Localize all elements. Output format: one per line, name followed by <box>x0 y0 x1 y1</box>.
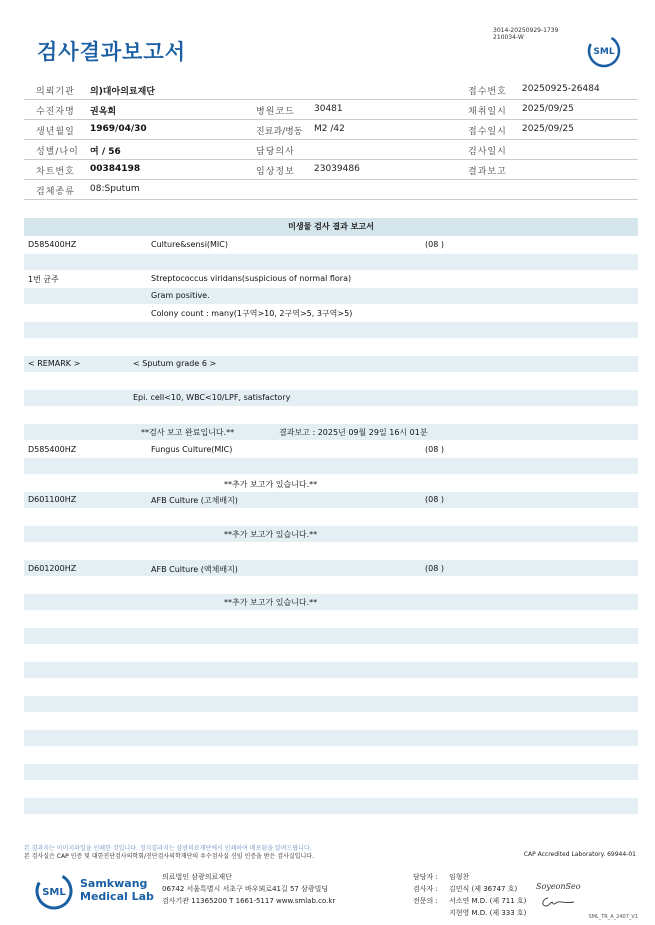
test-specimen-no: (08 ) <box>425 564 444 573</box>
requester-value: 의)대아의료재단 <box>90 87 155 97</box>
info-row <box>24 160 638 180</box>
brand-name: Samkwang Medical Lab <box>80 877 154 903</box>
org-name: 의료법인 삼광의료재단 <box>162 873 232 881</box>
row-band <box>24 730 638 746</box>
dob-label: 생년월일 <box>36 127 75 137</box>
row-band <box>24 696 638 712</box>
patient-label: 수진자명 <box>36 107 75 117</box>
isolate-organism: Streptococcus viridans(suspicious of normal flora) <box>151 274 352 283</box>
row-band <box>24 662 638 678</box>
row-band <box>24 594 638 610</box>
collect-date-value: 2025/09/25 <box>522 104 574 114</box>
dept-label: 진료과/병동 <box>256 127 303 137</box>
row-band <box>24 798 638 814</box>
row-band <box>24 628 638 644</box>
remark-label: < REMARK > <box>28 359 81 368</box>
additional-report-note: **추가 보고가 있습니다.** <box>224 480 318 489</box>
info-row <box>24 100 638 120</box>
test-name: AFB Culture (액체배지) <box>151 565 238 574</box>
doctor-label: 담당의사 <box>256 147 295 157</box>
receipt-date-label: 접수일시 <box>468 127 507 137</box>
hospital-code-label: 병원코드 <box>256 107 295 117</box>
info-row <box>24 120 638 140</box>
remark-grade: < Sputum grade 6 > <box>133 359 217 368</box>
info-row <box>24 140 638 160</box>
row-band <box>24 764 638 780</box>
test-specimen-no: (08 ) <box>425 495 444 504</box>
specimen-label: 검체종류 <box>36 187 75 197</box>
sex-age-value: 여 / 56 <box>90 147 121 157</box>
sex-age-label: 성별/나이 <box>36 147 79 157</box>
clinical-label: 임상정보 <box>256 167 295 177</box>
row-band <box>24 322 638 338</box>
page-title: 검사결과보고서 <box>37 40 187 64</box>
test-name: Fungus Culture(MIC) <box>151 445 233 454</box>
test-code: D601200HZ <box>28 564 77 573</box>
patient-value: 권옥희 <box>90 107 117 117</box>
report-complete-time: 결과보고 : 2025년 09월 29일 16시 01분 <box>279 428 428 437</box>
row-band <box>24 254 638 270</box>
receipt-date-value: 2025/09/25 <box>522 124 574 134</box>
collect-date-label: 채취일시 <box>468 107 507 117</box>
row-band <box>24 390 638 406</box>
isolate-gram: Gram positive. <box>151 291 210 300</box>
result-report-label: 결과보고 <box>468 167 507 177</box>
signature-icon <box>540 895 576 909</box>
row-band <box>24 492 638 508</box>
info-row <box>24 80 638 100</box>
additional-report-note: **추가 보고가 있습니다.** <box>224 530 318 539</box>
chart-no-label: 차트번호 <box>36 167 75 177</box>
test-code: D585400HZ <box>28 240 77 249</box>
row-band <box>24 526 638 542</box>
test-code: D601100HZ <box>28 495 77 504</box>
test-specimen-no: (08 ) <box>425 445 444 454</box>
document-id: 3014-20250929-1739 210034-W <box>493 27 559 41</box>
signature: SoyeonSeo <box>536 882 581 891</box>
isolate-label: 1번 균주 <box>28 275 59 284</box>
test-date-label: 검사일시 <box>468 147 507 157</box>
row-band <box>24 458 638 474</box>
report-complete: **검사 보고 완료입니다.** <box>141 428 235 437</box>
test-name: AFB Culture (고체배지) <box>151 496 238 505</box>
sml-logo-icon <box>34 871 78 911</box>
row-band <box>24 288 638 304</box>
additional-report-note: **추가 보고가 있습니다.** <box>224 598 318 607</box>
accreditation-notice: 본 검사실은 CAP 인증 및 대한진단검사의학회/진단검사의학재단의 우수검사실 신임 인증을 받은 검사실입니다. <box>24 853 314 860</box>
test-specimen-no: (08 ) <box>425 240 444 249</box>
hospital-code-value: 30481 <box>314 104 343 114</box>
sml-logo-icon <box>586 33 622 69</box>
row-band <box>24 356 638 372</box>
form-code: SML_TR_A_2407_V1 <box>588 914 638 920</box>
test-code: D585400HZ <box>28 445 77 454</box>
info-row <box>24 180 638 200</box>
specimen-value: 08:Sputum <box>90 184 140 194</box>
requester-label: 의뢰기관 <box>36 87 75 97</box>
address: 06742 서울특별시 서초구 바우뫼로41길 57 삼광빌딩 <box>162 885 329 893</box>
receipt-no-value: 20250925-26484 <box>522 84 600 94</box>
dob-value: 1969/04/30 <box>90 124 147 134</box>
clinical-value: 23039486 <box>314 164 360 174</box>
test-name: Culture&sensi(MIC) <box>151 240 228 249</box>
isolate-colony-count: Colony count : many(1구역>10, 2구역>5, 3구역>5) <box>151 309 353 318</box>
row-band <box>24 560 638 576</box>
contact: 검사기관 11365200 T 1661-5117 www.smlab.co.kr <box>162 897 336 905</box>
logo-text: SML <box>593 47 615 57</box>
chart-no-value: 00384198 <box>90 164 141 174</box>
remark-detail: Epi. cell<10, WBC<10/LPF, satisfactory <box>133 393 291 402</box>
receipt-no-label: 접수번호 <box>468 87 507 97</box>
report-heading: 미생물 검사 결과 보고서 <box>24 218 638 236</box>
print-notice: 본 결과지는 이미지파일을 인쇄한 것입니다. 정식결과지는 삼광의료재단에서 인쇄하여 배포됨을 알려드립니다. <box>24 845 312 852</box>
cap-accreditation: CAP Accredited Laboratory. 69944-01 <box>523 851 636 858</box>
logo-text: SML <box>42 887 66 898</box>
dept-value: M2 /42 <box>314 124 345 134</box>
lab-address <box>162 871 335 907</box>
